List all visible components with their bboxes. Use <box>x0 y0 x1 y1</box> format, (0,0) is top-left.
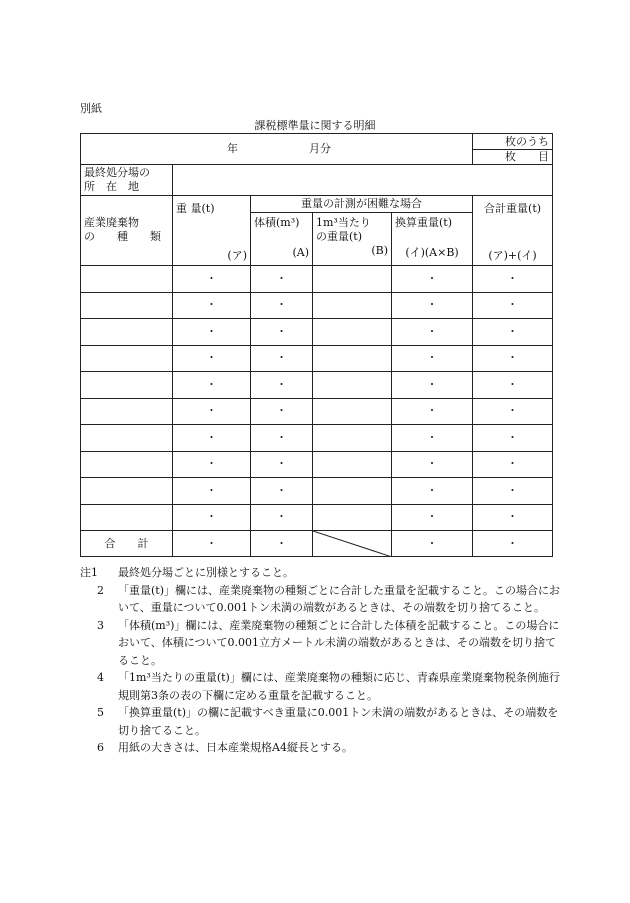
note-number: 4 <box>97 671 104 684</box>
volume-cell[interactable]: ・ <box>251 319 313 346</box>
volume-cell[interactable]: ・ <box>251 372 313 399</box>
per-m3-mark: (B) <box>371 244 388 257</box>
converted-cell[interactable]: ・ <box>392 266 473 293</box>
site-label-cell <box>81 165 173 196</box>
weight-mark: (ア) <box>227 249 247 262</box>
attachment-label: 別紙 <box>80 102 102 115</box>
per-m3-cell[interactable] <box>313 319 392 346</box>
note-text: 「重量(t)」欄には、産業廃棄物の種類ごとに合計した重量を記載すること。この場合において、重量について0.001トン未満の端数があるときは、その端数を切り捨てること。 <box>118 583 561 614</box>
waste-type-cell[interactable] <box>81 319 173 346</box>
converted-cell[interactable]: ・ <box>392 451 473 478</box>
converted-header <box>392 213 473 266</box>
total-cell[interactable]: ・ <box>473 398 553 425</box>
converted-cell[interactable]: ・ <box>392 425 473 452</box>
total-converted-cell[interactable]: ・ <box>392 531 473 557</box>
weight-col-label: 重 量(t) <box>176 202 215 215</box>
weight-cell[interactable]: ・ <box>173 345 251 372</box>
per-m3-cell[interactable] <box>313 425 392 452</box>
converted-cell[interactable]: ・ <box>392 504 473 531</box>
converted-cell[interactable]: ・ <box>392 292 473 319</box>
waste-type-line1: 産業廃棄物 <box>84 216 139 229</box>
period-cell <box>81 134 473 165</box>
per-m3-line1: 1m³当たり <box>316 216 371 229</box>
volume-cell[interactable]: ・ <box>251 292 313 319</box>
note-text: 「換算重量(t)」の欄に記載すべき重量に0.001トン未満の端数があるときは、その端数を切り捨てること。 <box>118 706 559 737</box>
site-label-line1: 最終処分場の <box>84 166 150 179</box>
note-item <box>97 617 560 670</box>
note-number: 3 <box>97 618 104 632</box>
volume-mark: (A) <box>292 246 309 259</box>
converted-cell[interactable]: ・ <box>392 372 473 399</box>
per-m3-cell[interactable] <box>313 292 392 319</box>
note-number: 注1 <box>80 566 98 579</box>
per-m3-cell[interactable] <box>313 266 392 293</box>
converted-cell[interactable]: ・ <box>392 398 473 425</box>
difficult-header: 重量の計測が困難な場合 <box>251 196 473 213</box>
note-number: 6 <box>97 741 104 754</box>
converted-cell[interactable]: ・ <box>392 345 473 372</box>
total-cell[interactable]: ・ <box>473 292 553 319</box>
note-item <box>97 669 560 704</box>
per-m3-line2: の重量(t) <box>316 230 363 243</box>
converted-col-label: 換算重量(t) <box>395 216 453 229</box>
table-row <box>81 319 553 346</box>
converted-mark: (イ)(A×B) <box>405 246 459 259</box>
table-row <box>81 398 553 425</box>
table-row <box>81 266 553 293</box>
sheet-num-cell: 枚 目 <box>473 150 553 165</box>
weight-cell[interactable]: ・ <box>173 451 251 478</box>
total-mark: (ア)+(イ) <box>488 249 537 262</box>
note-item <box>97 704 560 739</box>
total-cell[interactable]: ・ <box>473 425 553 452</box>
total-cell[interactable]: ・ <box>473 504 553 531</box>
sheet-of-cell: 枚のうち <box>473 134 553 150</box>
note-item <box>80 564 560 582</box>
per-m3-cell[interactable] <box>313 504 392 531</box>
weight-cell[interactable]: ・ <box>173 266 251 293</box>
weight-cell[interactable]: ・ <box>173 292 251 319</box>
total-header <box>473 196 553 266</box>
notes <box>80 564 560 757</box>
weight-header <box>173 196 251 266</box>
volume-col-label: 体積(m³) <box>254 216 300 229</box>
per-m3-cell[interactable] <box>313 451 392 478</box>
waste-type-cell[interactable] <box>81 292 173 319</box>
weight-cell[interactable]: ・ <box>173 504 251 531</box>
waste-type-cell[interactable] <box>81 266 173 293</box>
total-cell[interactable]: ・ <box>473 451 553 478</box>
note-text: 「体積(m³)」欄には、産業廃棄物の種類ごとに合計した体積を記載すること。この場合において、体積について0.001立方メートル未満の端数があるときは、その端数を切り捨てること。 <box>118 618 560 667</box>
volume-cell[interactable]: ・ <box>251 425 313 452</box>
waste-type-cell[interactable] <box>81 478 173 505</box>
form-title: 課税標準量に関する明細 <box>254 119 376 132</box>
total-row <box>81 531 553 557</box>
volume-header <box>251 213 313 266</box>
note-text: 用紙の大きさは、日本産業規格A4縦長とする。 <box>118 741 353 754</box>
volume-cell[interactable]: ・ <box>251 504 313 531</box>
total-cell[interactable]: ・ <box>473 478 553 505</box>
per-m3-cell[interactable] <box>313 345 392 372</box>
total-cell[interactable]: ・ <box>473 372 553 399</box>
total-weight-cell[interactable]: ・ <box>173 531 251 557</box>
waste-type-line2: の 種 類 <box>84 230 161 243</box>
tax-detail-table <box>80 133 553 557</box>
volume-cell[interactable]: ・ <box>251 345 313 372</box>
volume-cell[interactable]: ・ <box>251 478 313 505</box>
total-col-label: 合計重量(t) <box>484 202 542 215</box>
per-m3-cell[interactable] <box>313 372 392 399</box>
weight-cell[interactable]: ・ <box>173 425 251 452</box>
table-row <box>81 451 553 478</box>
per-m3-header <box>313 213 392 266</box>
note-text: 「1m³当たりの重量(t)」欄には、産業廃棄物の種類に応じ、青森県産業廃棄物税条例施行規則第3条の表の下欄に定める重量を記載すること。 <box>118 671 560 702</box>
site-value-cell[interactable] <box>173 165 553 196</box>
waste-type-cell[interactable] <box>81 504 173 531</box>
table-row <box>81 345 553 372</box>
table-row <box>81 292 553 319</box>
weight-cell[interactable]: ・ <box>173 398 251 425</box>
note-item <box>97 739 560 757</box>
waste-type-cell[interactable] <box>81 398 173 425</box>
table-row <box>81 372 553 399</box>
month-label: 月分 <box>309 142 331 155</box>
total-volume-cell[interactable]: ・ <box>251 531 313 557</box>
note-number: 5 <box>97 706 104 719</box>
total-cell[interactable]: ・ <box>473 266 553 293</box>
volume-cell[interactable]: ・ <box>251 451 313 478</box>
waste-type-cell[interactable] <box>81 425 173 452</box>
diagonal-slash <box>313 531 392 557</box>
site-label-line2: 所 在 地 <box>84 180 139 193</box>
volume-cell[interactable]: ・ <box>251 398 313 425</box>
note-text: 最終処分場ごとに別様とすること。 <box>118 566 294 579</box>
converted-cell[interactable]: ・ <box>392 478 473 505</box>
waste-type-cell[interactable] <box>81 345 173 372</box>
per-m3-cell[interactable] <box>313 478 392 505</box>
table-row <box>81 425 553 452</box>
weight-cell[interactable]: ・ <box>173 478 251 505</box>
note-number: 2 <box>97 583 104 597</box>
total-cell[interactable]: ・ <box>473 319 553 346</box>
note-item <box>97 582 560 617</box>
waste-type-cell[interactable] <box>81 372 173 399</box>
weight-cell[interactable]: ・ <box>173 372 251 399</box>
slashed-cell <box>313 531 392 557</box>
waste-type-cell[interactable] <box>81 451 173 478</box>
volume-cell[interactable]: ・ <box>251 266 313 293</box>
table-row <box>81 504 553 531</box>
waste-type-header <box>81 196 173 266</box>
per-m3-cell[interactable] <box>313 398 392 425</box>
year-label: 年 <box>227 142 238 155</box>
weight-cell[interactable]: ・ <box>173 319 251 346</box>
table-row <box>81 478 553 505</box>
total-cell[interactable]: ・ <box>473 345 553 372</box>
total-row-label: 合 計 <box>81 531 173 557</box>
grand-total-cell[interactable]: ・ <box>473 531 553 557</box>
converted-cell[interactable]: ・ <box>392 319 473 346</box>
